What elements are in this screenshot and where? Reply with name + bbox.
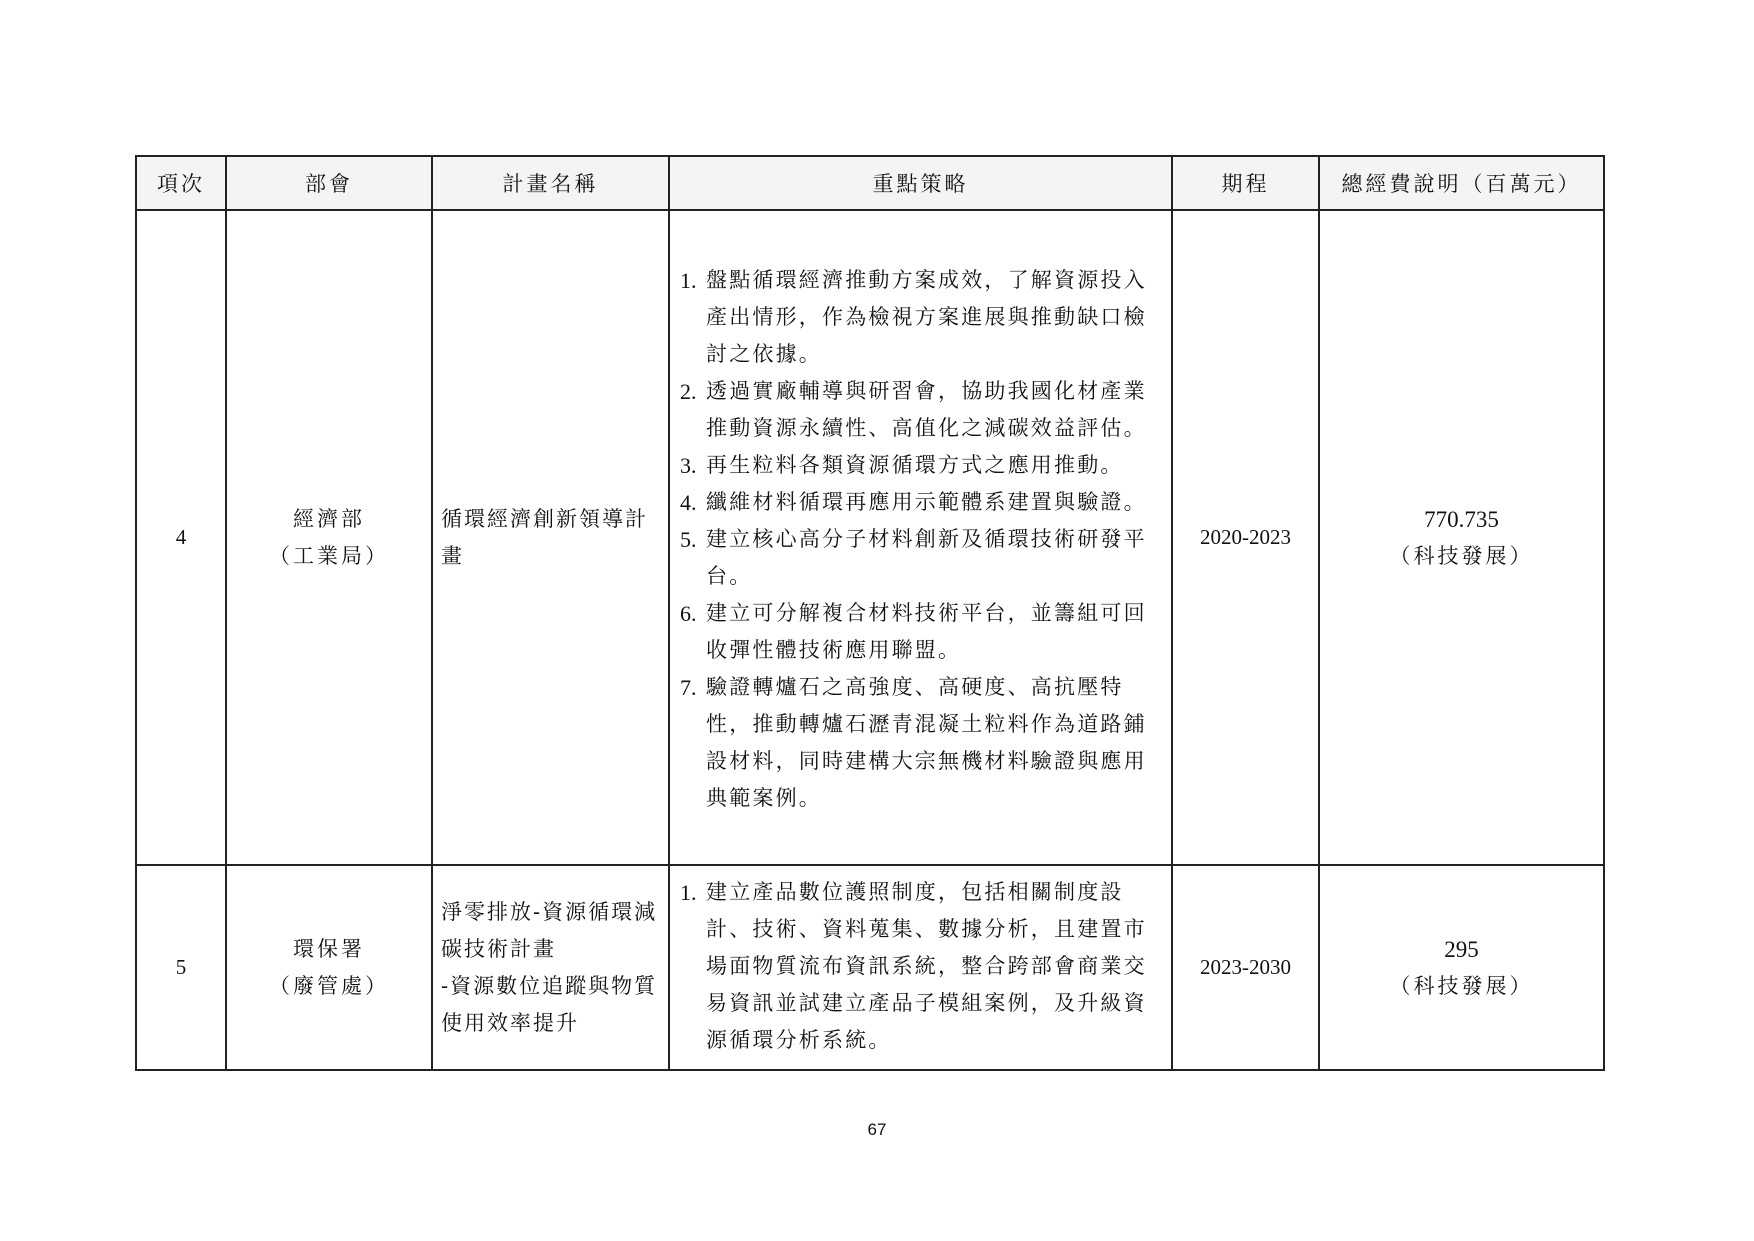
strategy-number: 1. [680, 268, 697, 293]
strategy-item [678, 262, 1159, 373]
table-row [136, 210, 1604, 865]
header-period: 期程 [1172, 156, 1319, 210]
plan-name-sub: -資源數位追蹤與物質使用效率提升 [441, 973, 658, 1035]
agency-division: （工業局） [269, 543, 389, 568]
header-budget: 總經費說明（百萬元） [1319, 156, 1604, 210]
budget-category: （科技發展） [1389, 543, 1534, 568]
agency-division: （廢管處） [269, 973, 389, 998]
page-number: 67 [867, 1120, 887, 1139]
table-row [136, 865, 1604, 1070]
row-index: 5 [136, 865, 226, 1070]
row-strategies [669, 865, 1172, 1070]
row-plan-name [432, 865, 669, 1070]
row-period: 2023-2030 [1172, 865, 1319, 1070]
header-strategy: 重點策略 [669, 156, 1172, 210]
strategy-number: 5. [680, 527, 697, 552]
strategy-text: 驗證轉爐石之高強度、高硬度、高抗壓特性，推動轉爐石瀝青混凝土粒料作為道路鋪設材料，同時建構大宗無機材料驗證與應用典範案例。 [706, 675, 1147, 810]
row-agency [226, 210, 432, 865]
strategy-text: 建立產品數位護照制度，包括相關制度設計、技術、資料蒐集、數據分析，且建置市場面物質流布資訊系統，整合跨部會商業交易資訊並試建立產品子模組案例，及升級資源循環分析系統。 [706, 880, 1147, 1052]
strategy-number: 1. [680, 880, 697, 905]
row-agency [226, 865, 432, 1070]
header-index: 項次 [136, 156, 226, 210]
header-agency: 部會 [226, 156, 432, 210]
agency-name: 經濟部 [293, 506, 365, 531]
header-row [136, 156, 1604, 210]
header-plan-name: 計畫名稱 [432, 156, 669, 210]
budget-amount: 295 [1444, 936, 1479, 962]
strategy-number: 7. [680, 675, 697, 700]
strategy-number: 2. [680, 379, 697, 404]
budget-category: （科技發展） [1389, 973, 1534, 998]
strategy-number: 4. [680, 490, 697, 515]
strategy-item [678, 484, 1159, 521]
row-period: 2020-2023 [1172, 210, 1319, 865]
strategy-item [678, 447, 1159, 484]
strategy-text: 盤點循環經濟推動方案成效，了解資源投入產出情形，作為檢視方案進展與推動缺口檢討之依據。 [706, 268, 1147, 366]
row-index: 4 [136, 210, 226, 865]
strategy-list [678, 262, 1159, 817]
budget-amount: 770.735 [1424, 506, 1499, 532]
row-budget [1319, 210, 1604, 865]
strategy-list [678, 874, 1159, 1059]
strategy-text: 建立核心高分子材料創新及循環技術研發平台。 [706, 527, 1147, 588]
strategy-item [678, 874, 1159, 1059]
strategy-item [678, 373, 1159, 447]
strategy-number: 3. [680, 453, 697, 478]
plan-name-main: 淨零排放-資源循環減碳技術計畫 [441, 899, 658, 961]
plan-table [135, 155, 1605, 1071]
row-plan-name: 循環經濟創新領導計畫 [432, 210, 669, 865]
row-strategies [669, 210, 1172, 865]
strategy-item [678, 595, 1159, 669]
strategy-text: 再生粒料各類資源循環方式之應用推動。 [706, 453, 1124, 477]
strategy-text: 纖維材料循環再應用示範體系建置與驗證。 [706, 490, 1147, 514]
strategy-text: 建立可分解複合材料技術平台，並籌組可回收彈性體技術應用聯盟。 [706, 601, 1147, 662]
strategy-item [678, 669, 1159, 817]
strategy-item [678, 521, 1159, 595]
agency-name: 環保署 [293, 936, 365, 961]
strategy-number: 6. [680, 601, 697, 626]
strategy-text: 透過實廠輔導與研習會，協助我國化材產業推動資源永續性、高值化之減碳效益評估。 [706, 379, 1147, 440]
row-budget [1319, 865, 1604, 1070]
